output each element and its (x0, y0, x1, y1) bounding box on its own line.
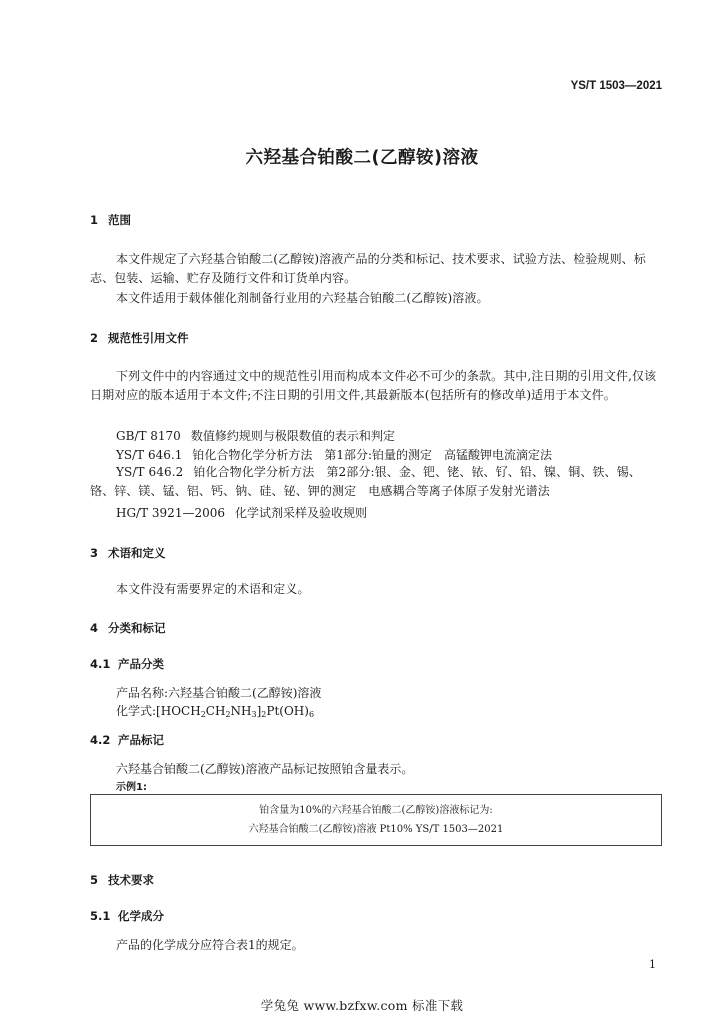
document-title: 六羟基合铂酸二(乙醇铵)溶液 (245, 148, 479, 168)
section-1-paragraph-2: 本文件适用于载体催化剂制备行业用的六羟基合铂酸二(乙醇铵)溶液。 (116, 291, 489, 305)
section-number: 1 (90, 213, 99, 227)
page-number: 1 (649, 958, 656, 971)
section-title: 规范性引用文件 (108, 331, 189, 345)
example-label: 示例1: (116, 782, 147, 793)
section-title: 化学成分 (118, 909, 164, 923)
formula-subscript: 3 (251, 710, 257, 719)
section-number: 4.1 (90, 657, 111, 671)
section-1-paragraph-1: 本文件规定了六羟基合铂酸二(乙醇铵)溶液产品的分类和标记、技术要求、试验方法、检验规则、标志、包装、运输、贮存及随行文件和订货单内容。 (90, 252, 646, 285)
section-4-2-paragraph: 六羟基合铂酸二(乙醇铵)溶液产品标记按照铂含量表示。 (116, 762, 414, 776)
formula-subscript: 2 (200, 710, 206, 719)
section-5-1-paragraph: 产品的化学成分应符合表1的规定。 (116, 938, 304, 952)
chemical-formula-line (116, 702, 314, 719)
formula-subscript: 6 (308, 710, 315, 719)
formula-subscript: 2 (225, 710, 231, 719)
section-4-2-heading (90, 732, 164, 748)
reference-code: YS/T 646.2 (116, 465, 184, 479)
section-4-1-heading (90, 656, 164, 672)
formula-part: ] (256, 704, 262, 718)
example-line: 铂含量为10%的六羟基合铂酸二(乙醇铵)溶液标记为: (259, 805, 493, 816)
section-title: 术语和定义 (108, 546, 166, 560)
reference-code: GB/T 8170 (116, 429, 181, 443)
reference-title: 铂化合物化学分析方法 第2部分:银、金、钯、铑、铱、钌、铅、镍、铜、铁、锡、铬、锌、镁、锰、铝、钙、钠、硅、铋、钾的测定 电感耦合等离子体原子发射光谱法 (90, 465, 641, 498)
formula-subscript: 2 (261, 710, 267, 719)
section-5-heading (90, 872, 154, 888)
section-title: 范围 (108, 213, 131, 227)
section-number: 2 (90, 331, 99, 345)
section-title: 分类和标记 (108, 621, 166, 635)
example-box (90, 794, 662, 846)
section-3-heading (90, 545, 166, 561)
example-line: 六羟基合铂酸二(乙醇铵)溶液 Pt10% YS/T 1503—2021 (248, 824, 504, 835)
formula-part: NH (230, 704, 252, 718)
section-title: 技术要求 (108, 873, 154, 887)
standard-number: YS/T 1503—2021 (570, 80, 662, 92)
reference-item (116, 446, 552, 463)
product-name-line: 产品名称:六羟基合铂酸二(乙醇铵)溶液 (116, 686, 322, 700)
reference-code: YS/T 646.1 (116, 448, 183, 462)
reference-item (90, 463, 664, 501)
section-1-heading (90, 212, 131, 228)
section-number: 4.2 (90, 733, 111, 747)
section-number: 4 (90, 621, 99, 635)
section-4-heading (90, 620, 166, 636)
download-footer: 学兔兔 www.bzfxw.com 标准下载 (260, 998, 464, 1013)
section-5-1-heading (90, 908, 164, 924)
reference-code: HG/T 3921—2006 (116, 506, 225, 520)
section-title: 产品分类 (118, 657, 164, 671)
section-3-paragraph-1: 本文件没有需要界定的术语和定义。 (116, 582, 310, 596)
reference-item (116, 427, 395, 444)
section-2-paragraph-1: 下列文件中的内容通过文中的规范性引用而构成本文件必不可少的条款。其中,注日期的引用文件,仅该日期对应的版本适用于本文件;不注日期的引用文件,其最新版本(包括所有的修改单)适用于本文件。 (90, 369, 657, 402)
reference-title: 铂化合物化学分析方法 第1部分:铂量的测定 高锰酸钾电流滴定法 (192, 448, 553, 462)
formula-part: 化学式:[HOCH (116, 704, 201, 718)
formula-part: CH (205, 704, 226, 718)
formula-part: Pt(OH) (266, 704, 309, 718)
section-number: 5 (90, 873, 99, 887)
section-2-heading (90, 330, 189, 346)
reference-title: 数值修约规则与极限数值的表示和判定 (190, 429, 395, 443)
reference-title: 化学试剂采样及验收规则 (235, 506, 368, 520)
section-title: 产品标记 (118, 733, 164, 747)
reference-item (116, 504, 367, 521)
section-number: 5.1 (90, 909, 111, 923)
section-number: 3 (90, 546, 99, 560)
